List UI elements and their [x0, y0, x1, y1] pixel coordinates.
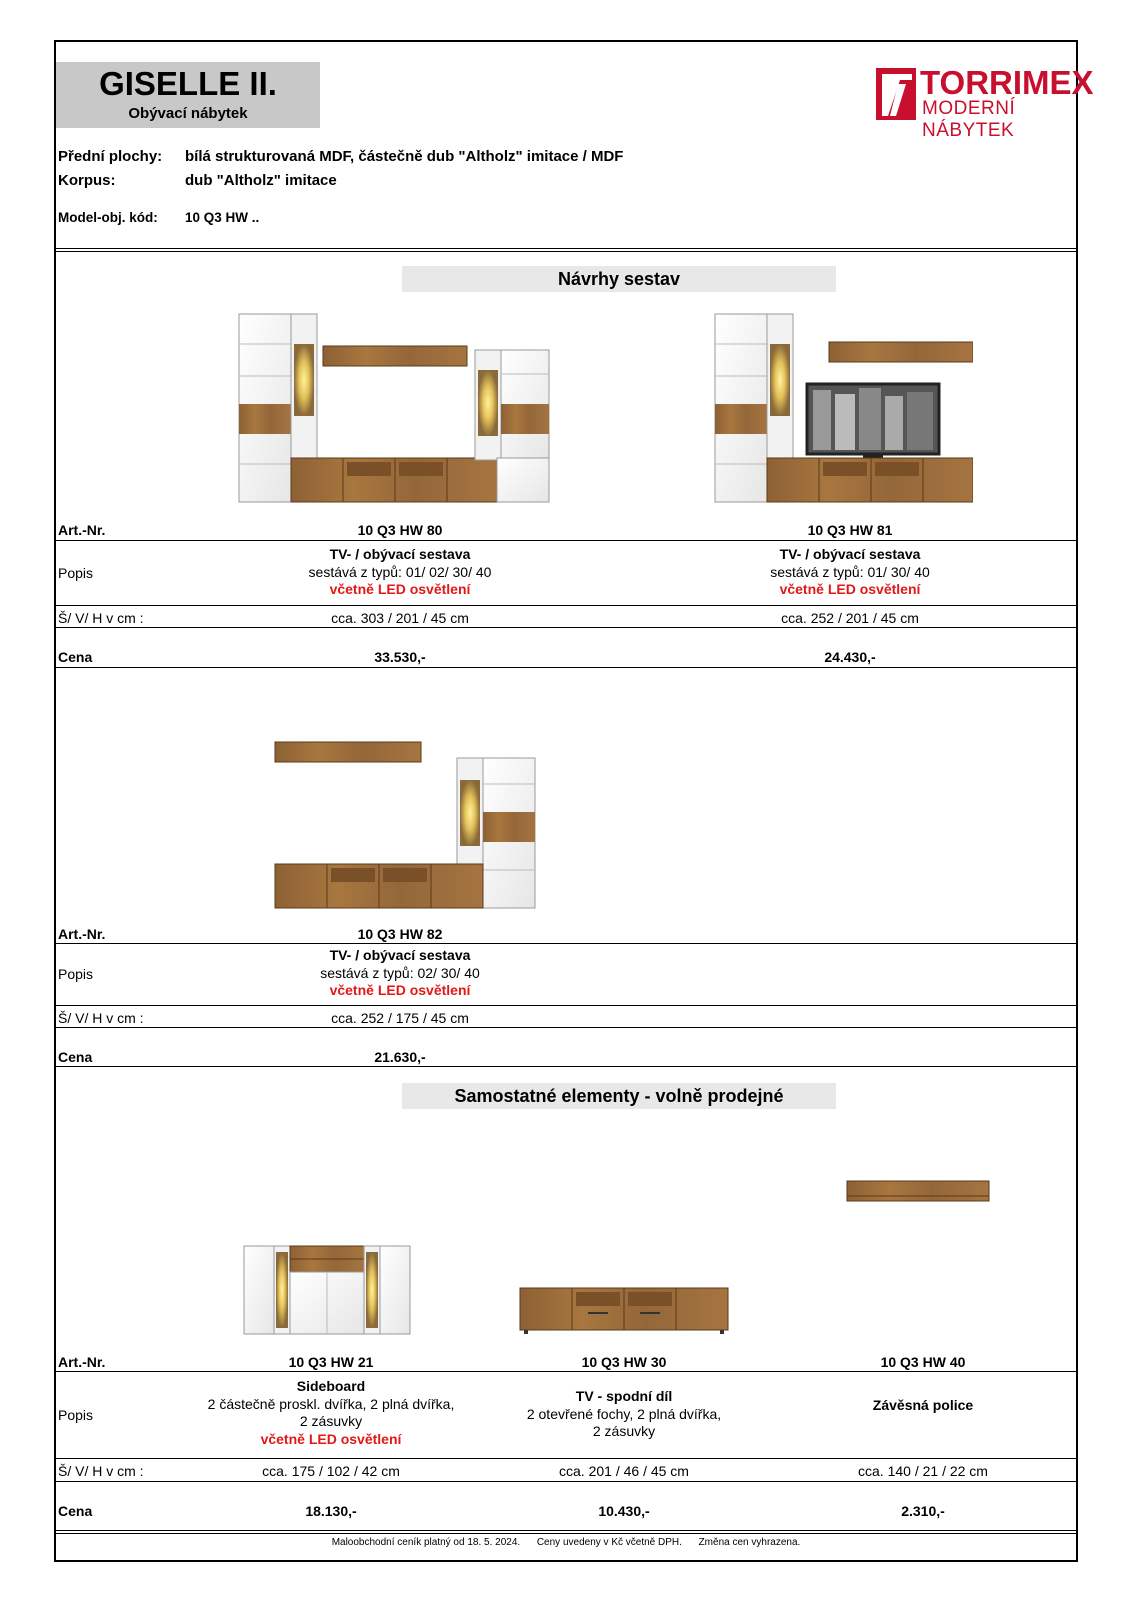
desc-hw80-line1: sestává z typů: 01/ 02/ 30/ 40	[308, 563, 492, 580]
row-divider	[56, 540, 1076, 541]
dims-hw40: cca. 140 / 21 / 22 cm	[858, 1463, 988, 1479]
desc-hw30-line2: 2 zásuvky	[592, 1423, 656, 1439]
desc-hw21-line1: 2 částečně proskl. dvířka, 2 plná dvířka,	[207, 1395, 455, 1412]
product-image-hw30	[518, 1286, 730, 1334]
price-hw80	[300, 649, 500, 667]
led-hw82: včetně LED osvětlení	[329, 982, 471, 998]
footer-divider-2	[56, 1533, 1076, 1534]
dims-label-2: Š/ V/ H v cm :	[58, 1010, 144, 1026]
art-label-2: Art.-Nr.	[58, 926, 106, 942]
art-hw82	[300, 926, 500, 944]
desc-hw82-line1: sestává z typů: 02/ 30/ 40	[320, 964, 480, 981]
row-divider	[56, 1371, 1076, 1372]
code-value: 10 Q3 HW ..	[185, 210, 260, 225]
row-divider	[56, 1481, 1076, 1482]
brand-logo	[876, 64, 1094, 141]
price-hw21-text: 18.130,-	[305, 1503, 357, 1519]
desc-hw80	[250, 546, 550, 599]
product-image-hw80	[237, 312, 553, 504]
row-divider	[56, 667, 1076, 668]
art-hw80	[300, 522, 500, 540]
row-divider	[56, 1027, 1076, 1028]
price-hw80-text: 33.530,-	[374, 649, 426, 665]
led-hw81: včetně LED osvětlení	[779, 581, 921, 597]
dims-hw21: cca. 175 / 102 / 42 cm	[262, 1463, 400, 1479]
price-hw40	[823, 1503, 1023, 1521]
row-divider	[56, 1066, 1076, 1067]
price-hw82	[300, 1049, 500, 1067]
brand-mark-icon	[876, 68, 916, 120]
art-hw30	[524, 1354, 724, 1372]
section-title-elements: Samostatné elementy - volně prodejné	[402, 1083, 836, 1109]
desc-hw81-line1: sestává z typů: 01/ 30/ 40	[770, 563, 930, 580]
desc-hw21-line2: 2 zásuvky	[299, 1413, 363, 1429]
row-divider	[56, 1458, 1076, 1459]
product-image-hw40	[846, 1180, 990, 1202]
art-hw81-text: 10 Q3 HW 81	[807, 522, 893, 538]
page-title: GISELLE II.	[99, 65, 277, 102]
price-label-1: Cena	[58, 649, 93, 665]
art-hw82-text: 10 Q3 HW 82	[357, 926, 443, 942]
footer-vat: Ceny uvedeny v Kč včetně DPH.	[536, 1537, 682, 1548]
desc-label-1: Popis	[58, 565, 94, 581]
desc-label-2: Popis	[58, 966, 94, 982]
led-hw80: včetně LED osvětlení	[329, 581, 471, 597]
section-title-sets: Návrhy sestav	[402, 266, 836, 292]
footer	[56, 1537, 1076, 1548]
row-divider	[56, 605, 1076, 606]
title-hw30: TV - spodní díl	[575, 1388, 673, 1404]
art-hw40	[823, 1354, 1023, 1372]
desc-hw40	[773, 1397, 1073, 1415]
front-label: Přední plochy:	[58, 148, 163, 165]
header-divider-2	[56, 251, 1076, 252]
footer-divider	[56, 1530, 1076, 1531]
product-image-hw81	[713, 312, 973, 504]
brand-sub: MODERNÍ NÁBYTEK	[922, 98, 1016, 141]
title-box	[56, 62, 320, 128]
row-divider	[56, 943, 1076, 944]
art-hw81	[750, 522, 950, 540]
price-hw81-text: 24.430,-	[824, 649, 876, 665]
dims-hw80: cca. 303 / 201 / 45 cm	[331, 610, 469, 626]
body-label: Korpus:	[58, 172, 116, 189]
desc-hw81	[700, 546, 1000, 599]
desc-hw21	[181, 1378, 481, 1448]
front-value: bílá strukturovaná MDF, částečně dub "Altholz" imitace / MDF	[185, 148, 624, 165]
title-hw82: TV- / obývací sestava	[329, 947, 471, 963]
price-hw21	[231, 1503, 431, 1521]
desc-label-3: Popis	[58, 1407, 94, 1423]
art-hw30-text: 10 Q3 HW 30	[581, 1354, 667, 1370]
dims-label-3: Š/ V/ H v cm :	[58, 1463, 144, 1479]
header-divider	[56, 248, 1076, 249]
product-image-hw82	[273, 740, 541, 910]
art-hw80-text: 10 Q3 HW 80	[357, 522, 443, 538]
title-hw21: Sideboard	[296, 1378, 366, 1394]
page-subtitle: Obývací nábytek	[128, 105, 248, 122]
dims-hw81: cca. 252 / 201 / 45 cm	[781, 610, 919, 626]
art-label-1: Art.-Nr.	[58, 522, 106, 538]
title-hw80: TV- / obývací sestava	[329, 546, 471, 562]
art-hw21	[231, 1354, 431, 1372]
led-hw21: včetně LED osvětlení	[260, 1430, 402, 1447]
row-divider	[56, 1005, 1076, 1006]
body-value: dub "Altholz" imitace	[185, 172, 337, 189]
price-hw81	[750, 649, 950, 667]
price-hw40-text: 2.310,-	[901, 1503, 945, 1519]
price-hw82-text: 21.630,-	[374, 1049, 426, 1065]
price-label-3: Cena	[58, 1503, 93, 1519]
code-label: Model-obj. kód:	[58, 210, 158, 225]
price-label-2: Cena	[58, 1049, 93, 1065]
desc-hw30	[474, 1388, 774, 1441]
footer-validity: Maloobchodní ceník platný od 18. 5. 2024.	[331, 1537, 521, 1548]
dims-hw30: cca. 201 / 46 / 45 cm	[559, 1463, 689, 1479]
art-hw21-text: 10 Q3 HW 21	[288, 1354, 374, 1370]
price-hw30-text: 10.430,-	[598, 1503, 650, 1519]
art-hw40-text: 10 Q3 HW 40	[880, 1354, 966, 1370]
desc-hw30-line1: 2 otevřené fochy, 2 plná dvířka,	[526, 1405, 722, 1422]
title-hw40: Závěsná police	[872, 1397, 974, 1413]
title-hw81: TV- / obývací sestava	[779, 546, 921, 562]
dims-hw82: cca. 252 / 175 / 45 cm	[331, 1010, 469, 1026]
row-divider	[56, 627, 1076, 628]
art-label-3: Art.-Nr.	[58, 1354, 106, 1370]
product-image-hw21	[242, 1244, 412, 1336]
brand-name: TORRIMEX	[920, 64, 1094, 101]
desc-hw82	[250, 947, 550, 1000]
footer-change: Změna cen vyhrazena.	[698, 1537, 801, 1548]
price-hw30	[524, 1503, 724, 1521]
dims-label-1: Š/ V/ H v cm :	[58, 610, 144, 626]
